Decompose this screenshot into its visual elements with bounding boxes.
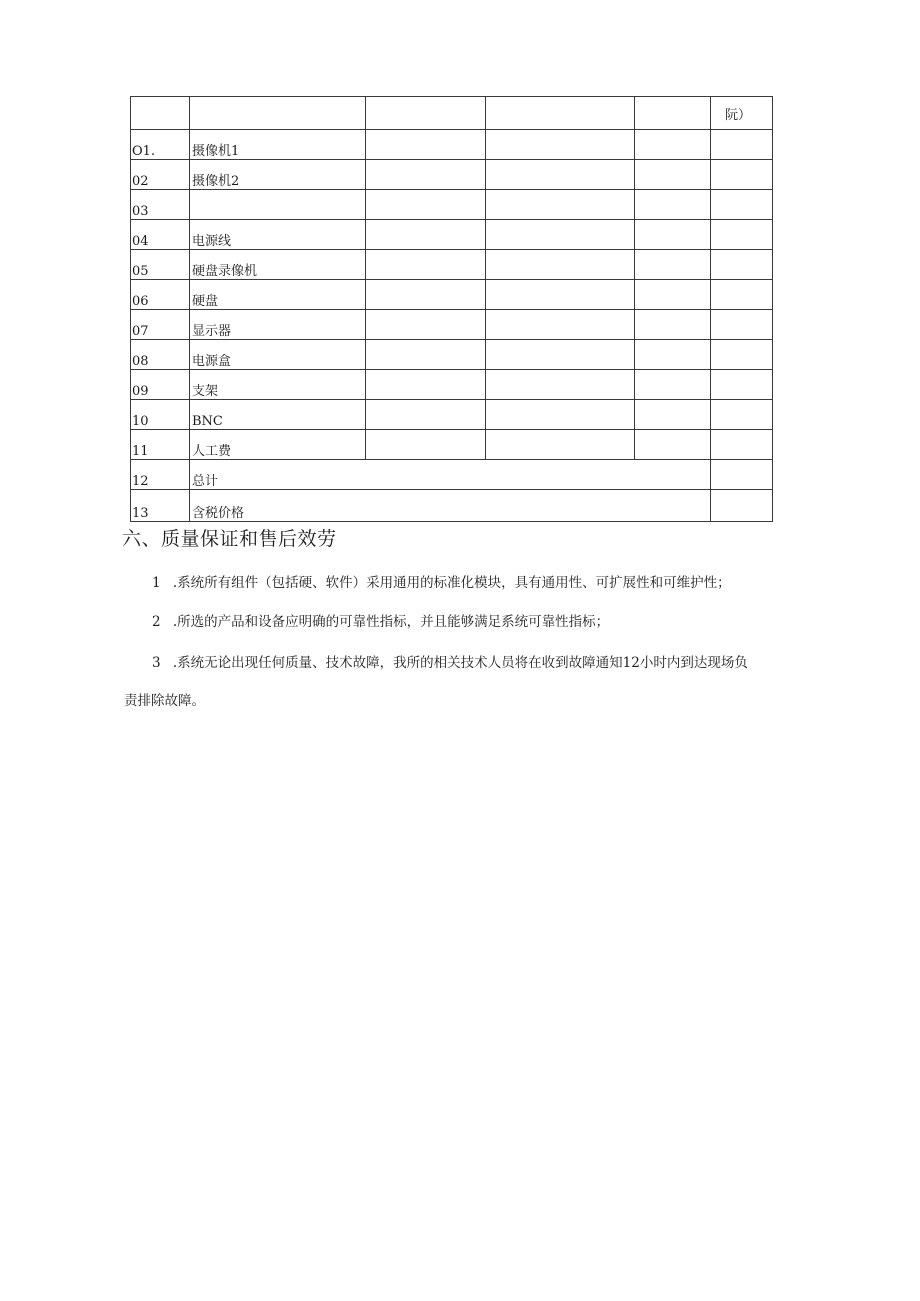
header-cell bbox=[486, 97, 635, 130]
empty-cell bbox=[711, 310, 773, 340]
table-row bbox=[131, 430, 773, 460]
empty-cell bbox=[366, 190, 486, 220]
empty-cell bbox=[366, 220, 486, 250]
table-row bbox=[131, 370, 773, 400]
empty-cell bbox=[711, 190, 773, 220]
item-number-cell: 10 bbox=[131, 400, 190, 430]
list-item-number: 1 bbox=[152, 575, 161, 591]
list-item-text: .系统所有组件（包括硬、软件）采用通用的标准化模块，具有通用性、可扩展性和可维护性； bbox=[172, 575, 731, 591]
empty-cell bbox=[366, 310, 486, 340]
empty-cell bbox=[635, 370, 711, 400]
empty-cell bbox=[635, 190, 711, 220]
item-number-cell: 08 bbox=[131, 340, 190, 370]
empty-cell bbox=[366, 160, 486, 190]
table-row bbox=[131, 220, 773, 250]
price-table bbox=[130, 96, 773, 522]
item-number-cell: 11 bbox=[131, 430, 190, 460]
empty-cell bbox=[635, 130, 711, 160]
empty-cell bbox=[366, 340, 486, 370]
list-item-1 bbox=[152, 571, 731, 591]
table-row bbox=[131, 400, 773, 430]
table-row bbox=[131, 160, 773, 190]
empty-cell bbox=[711, 370, 773, 400]
empty-cell bbox=[711, 250, 773, 280]
list-item-number: 2 bbox=[152, 614, 161, 630]
table-header-row bbox=[131, 97, 773, 130]
empty-cell bbox=[366, 130, 486, 160]
section-heading: 六、质量保证和售后效劳 bbox=[122, 528, 337, 550]
empty-cell bbox=[366, 280, 486, 310]
empty-cell bbox=[486, 280, 635, 310]
empty-cell bbox=[486, 370, 635, 400]
empty-cell bbox=[486, 340, 635, 370]
item-name-cell: 显示器 bbox=[190, 310, 366, 340]
summary-row bbox=[131, 460, 773, 490]
item-name-cell: 硬盘 bbox=[190, 280, 366, 310]
item-number-cell: 04 bbox=[131, 220, 190, 250]
table-row bbox=[131, 190, 773, 220]
list-item-text: .所选的产品和设备应明确的可靠性指标，并且能够满足系统可靠性指标； bbox=[172, 614, 610, 630]
list-item-2 bbox=[152, 610, 609, 630]
item-number-cell: 05 bbox=[131, 250, 190, 280]
table-row bbox=[131, 130, 773, 160]
header-cell bbox=[131, 97, 190, 130]
empty-cell bbox=[711, 400, 773, 430]
table-row bbox=[131, 280, 773, 310]
item-name-cell: 电源线 bbox=[190, 220, 366, 250]
summary-label-cell: 总计 bbox=[190, 460, 711, 490]
item-name-cell: 摄像机2 bbox=[190, 160, 366, 190]
item-number-cell: 13 bbox=[131, 490, 190, 522]
empty-cell bbox=[635, 220, 711, 250]
empty-cell bbox=[635, 400, 711, 430]
summary-row bbox=[131, 490, 773, 522]
header-cell bbox=[635, 97, 711, 130]
empty-cell bbox=[711, 430, 773, 460]
header-cell bbox=[190, 97, 366, 130]
item-name-cell: 硬盘录像机 bbox=[190, 250, 366, 280]
empty-cell bbox=[635, 280, 711, 310]
empty-cell bbox=[486, 400, 635, 430]
table-row bbox=[131, 250, 773, 280]
item-number-cell: 06 bbox=[131, 280, 190, 310]
empty-cell bbox=[635, 340, 711, 370]
item-name-cell: BNC bbox=[190, 400, 366, 430]
item-number-cell: 02 bbox=[131, 160, 190, 190]
empty-cell bbox=[635, 250, 711, 280]
table-row bbox=[131, 310, 773, 340]
header-cell-unit: 阮） bbox=[711, 97, 773, 130]
list-item-3 bbox=[152, 651, 748, 671]
empty-cell bbox=[366, 370, 486, 400]
empty-cell bbox=[635, 310, 711, 340]
empty-cell bbox=[711, 220, 773, 250]
empty-cell bbox=[711, 340, 773, 370]
empty-cell bbox=[486, 130, 635, 160]
item-number-cell: 03 bbox=[131, 190, 190, 220]
header-cell bbox=[366, 97, 486, 130]
empty-cell bbox=[635, 430, 711, 460]
item-name-cell: 摄像机1 bbox=[190, 130, 366, 160]
price-table-body bbox=[131, 97, 773, 522]
empty-cell bbox=[366, 250, 486, 280]
item-name-cell: 电源盒 bbox=[190, 340, 366, 370]
empty-cell bbox=[486, 310, 635, 340]
list-item-3-continuation: 责排除故障。 bbox=[124, 693, 205, 709]
item-number-cell: 09 bbox=[131, 370, 190, 400]
empty-cell bbox=[486, 220, 635, 250]
summary-value-cell bbox=[711, 460, 773, 490]
empty-cell bbox=[366, 400, 486, 430]
empty-cell bbox=[711, 160, 773, 190]
empty-cell bbox=[711, 280, 773, 310]
item-number-cell: O1. bbox=[131, 130, 190, 160]
empty-cell bbox=[711, 130, 773, 160]
summary-label-cell: 含税价格 bbox=[190, 490, 711, 522]
empty-cell bbox=[366, 430, 486, 460]
empty-cell bbox=[486, 160, 635, 190]
item-name-cell bbox=[190, 190, 366, 220]
item-number-cell: 07 bbox=[131, 310, 190, 340]
item-number-cell: 12 bbox=[131, 460, 190, 490]
empty-cell bbox=[486, 190, 635, 220]
empty-cell bbox=[486, 250, 635, 280]
empty-cell bbox=[486, 430, 635, 460]
summary-value-cell bbox=[711, 490, 773, 522]
list-item-number: 3 bbox=[152, 655, 161, 671]
item-name-cell: 支架 bbox=[190, 370, 366, 400]
table-row bbox=[131, 340, 773, 370]
empty-cell bbox=[635, 160, 711, 190]
item-name-cell: 人工费 bbox=[190, 430, 366, 460]
list-item-text: .系统无论出现任何质量、技术故障，我所的相关技术人员将在收到故障通知12小时内到达现场负 bbox=[172, 655, 748, 671]
